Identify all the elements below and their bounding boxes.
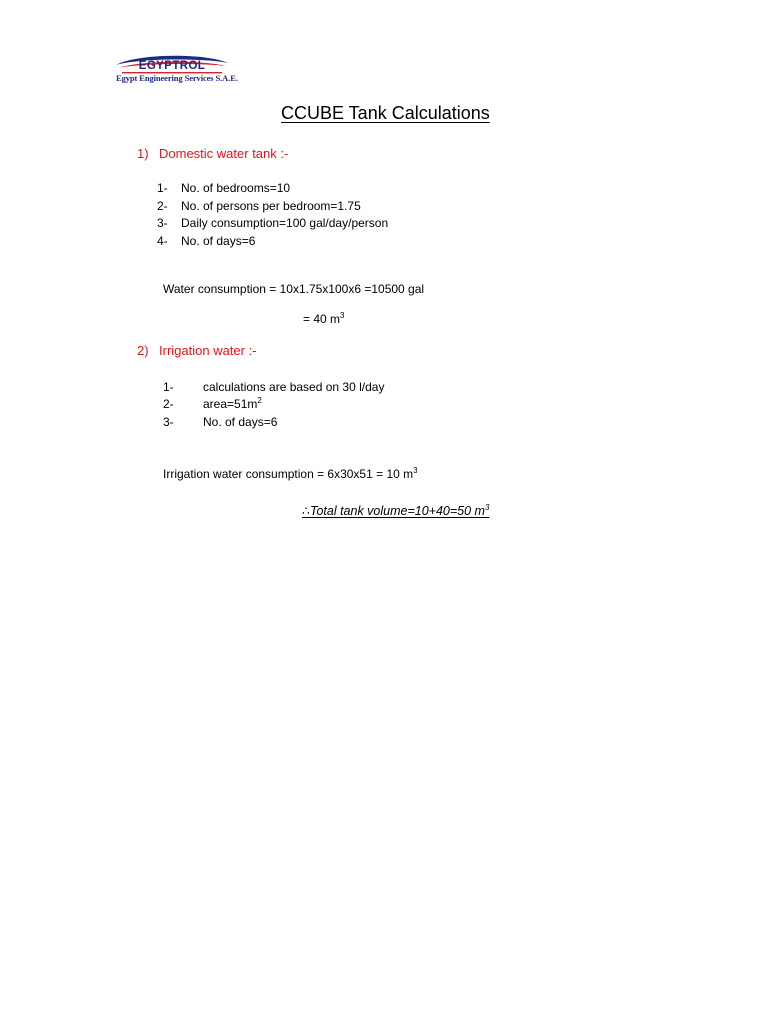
section1-heading-text: Domestic water tank :-: [159, 146, 289, 161]
superscript: 3: [340, 311, 345, 320]
list-item-text: No. of days=6: [203, 415, 278, 429]
list-item: [163, 397, 262, 411]
superscript: 3: [413, 466, 418, 475]
list-item-number: 2-: [163, 397, 174, 411]
formula-text: Irrigation water consumption = 6x30x51 = 10 m: [163, 467, 414, 481]
superscript: 3: [484, 503, 490, 512]
list-item-text: Daily consumption=100 gal/day/person: [181, 216, 389, 230]
list-item-number: 4-: [157, 234, 168, 248]
list-item-text: No. of bedrooms=10: [181, 181, 291, 195]
superscript: 2: [257, 396, 262, 405]
water-consumption-result: [303, 312, 344, 326]
list-item: [157, 181, 290, 195]
list-item-text: No. of persons per bedroom=1.75: [181, 199, 361, 213]
irrigation-consumption-formula: [163, 467, 418, 481]
section2-heading-text: Irrigation water :-: [159, 343, 257, 358]
logo-tagline: Egypt Engineering Services S.A.E.: [116, 73, 238, 83]
list-item: [163, 380, 384, 394]
list-item-number: 3-: [163, 415, 174, 429]
total-tank-volume: [302, 503, 489, 518]
list-item-number: 1-: [163, 380, 174, 394]
logo-name: EGYPTROL: [138, 60, 206, 72]
list-item: [157, 199, 361, 213]
result-text: = 40 m: [303, 312, 341, 326]
section2-number: 2): [137, 343, 149, 358]
list-item: [157, 216, 388, 230]
list-item-text: calculations are based on 30 l/day: [203, 380, 385, 394]
list-item-text: area=51m: [203, 397, 258, 411]
list-item-text: No. of days=6: [181, 234, 256, 248]
section1-number: 1): [137, 146, 149, 161]
list-item: [157, 234, 255, 248]
section2-heading: [137, 343, 257, 358]
page-title: CCUBE Tank Calculations: [281, 103, 490, 123]
list-item-number: 1-: [157, 181, 168, 195]
total-text: ∴Total tank volume=10+40=50 m: [302, 504, 485, 518]
water-consumption-formula: Water consumption = 10x1.75x100x6 =10500 gal: [163, 282, 425, 296]
list-item-number: 2-: [157, 199, 168, 213]
section1-heading: [137, 146, 288, 161]
list-item-number: 3-: [157, 216, 168, 230]
list-item: [163, 415, 277, 429]
